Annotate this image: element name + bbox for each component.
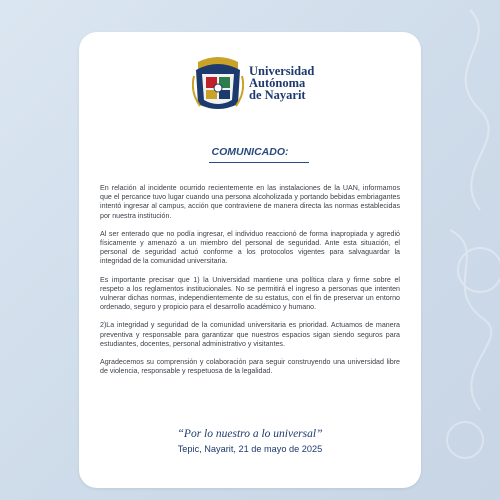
university-name-line-1: Universidad: [249, 64, 315, 78]
communique-card: [79, 32, 421, 488]
paragraph-1: En relación al incidente ocurrido recientemente en las instalaciones de la UAN, informamos que el percance tuvo lugar cuando una persona alcoholizada y portando bebidas embriagantes intentó ingresar al campus, acción que contraviene de manera directa las normas establecidas por nuestra institución.: [100, 184, 400, 220]
university-motto: “Por lo nuestro a lo universal”: [177, 428, 323, 440]
background-ornament: [410, 0, 500, 500]
paragraph-2: Al ser enterado que no podía ingresar, el individuo reaccionó de forma inapropiada y agredió físicamente y amenazó a un miembro del personal de seguridad. Ante esta situación, el personal de seguridad actuó conforme a los protocolos vigentes para salvaguardar la integridad de la comunidad universitaria.: [100, 229, 400, 266]
paragraph-4: 2)La integridad y seguridad de la comunidad universitaria es prioridad. Actuamos de manera preventiva y responsable para garantizar que nuestros espacios sigan siendo seguros para estudiantes, docentes, personal administrativo y visitantes.: [100, 321, 400, 348]
document-body: [100, 184, 400, 385]
university-seal-icon: [192, 52, 244, 114]
title-underline: [209, 162, 309, 163]
university-name-line-2: Autónoma: [249, 76, 306, 90]
document-title: COMUNICADO:: [211, 146, 289, 158]
paragraph-3: Es importante precisar que 1) la Universidad mantiene una política clara y firme sobre el respeto a los reglamentos institucionales. No se permitirá el ingreso a personas que intenten vulnerar dichas normas, independientemente de su estatus, con el fin de preservar un entorno ordenado, seguro y propicio para el desarrollo académico y humano.: [100, 275, 400, 312]
place-and-date: Tepic, Nayarit, 21 de mayo de 2025: [177, 444, 323, 454]
university-name-line-3: de Nayarit: [249, 88, 306, 102]
university-name: [249, 65, 314, 101]
paragraph-5: Agradecemos su comprensión y colaboración para seguir construyendo una universidad libre de violencia, responsable y respetuosa de la legalidad.: [100, 358, 400, 376]
university-header: [79, 52, 421, 122]
